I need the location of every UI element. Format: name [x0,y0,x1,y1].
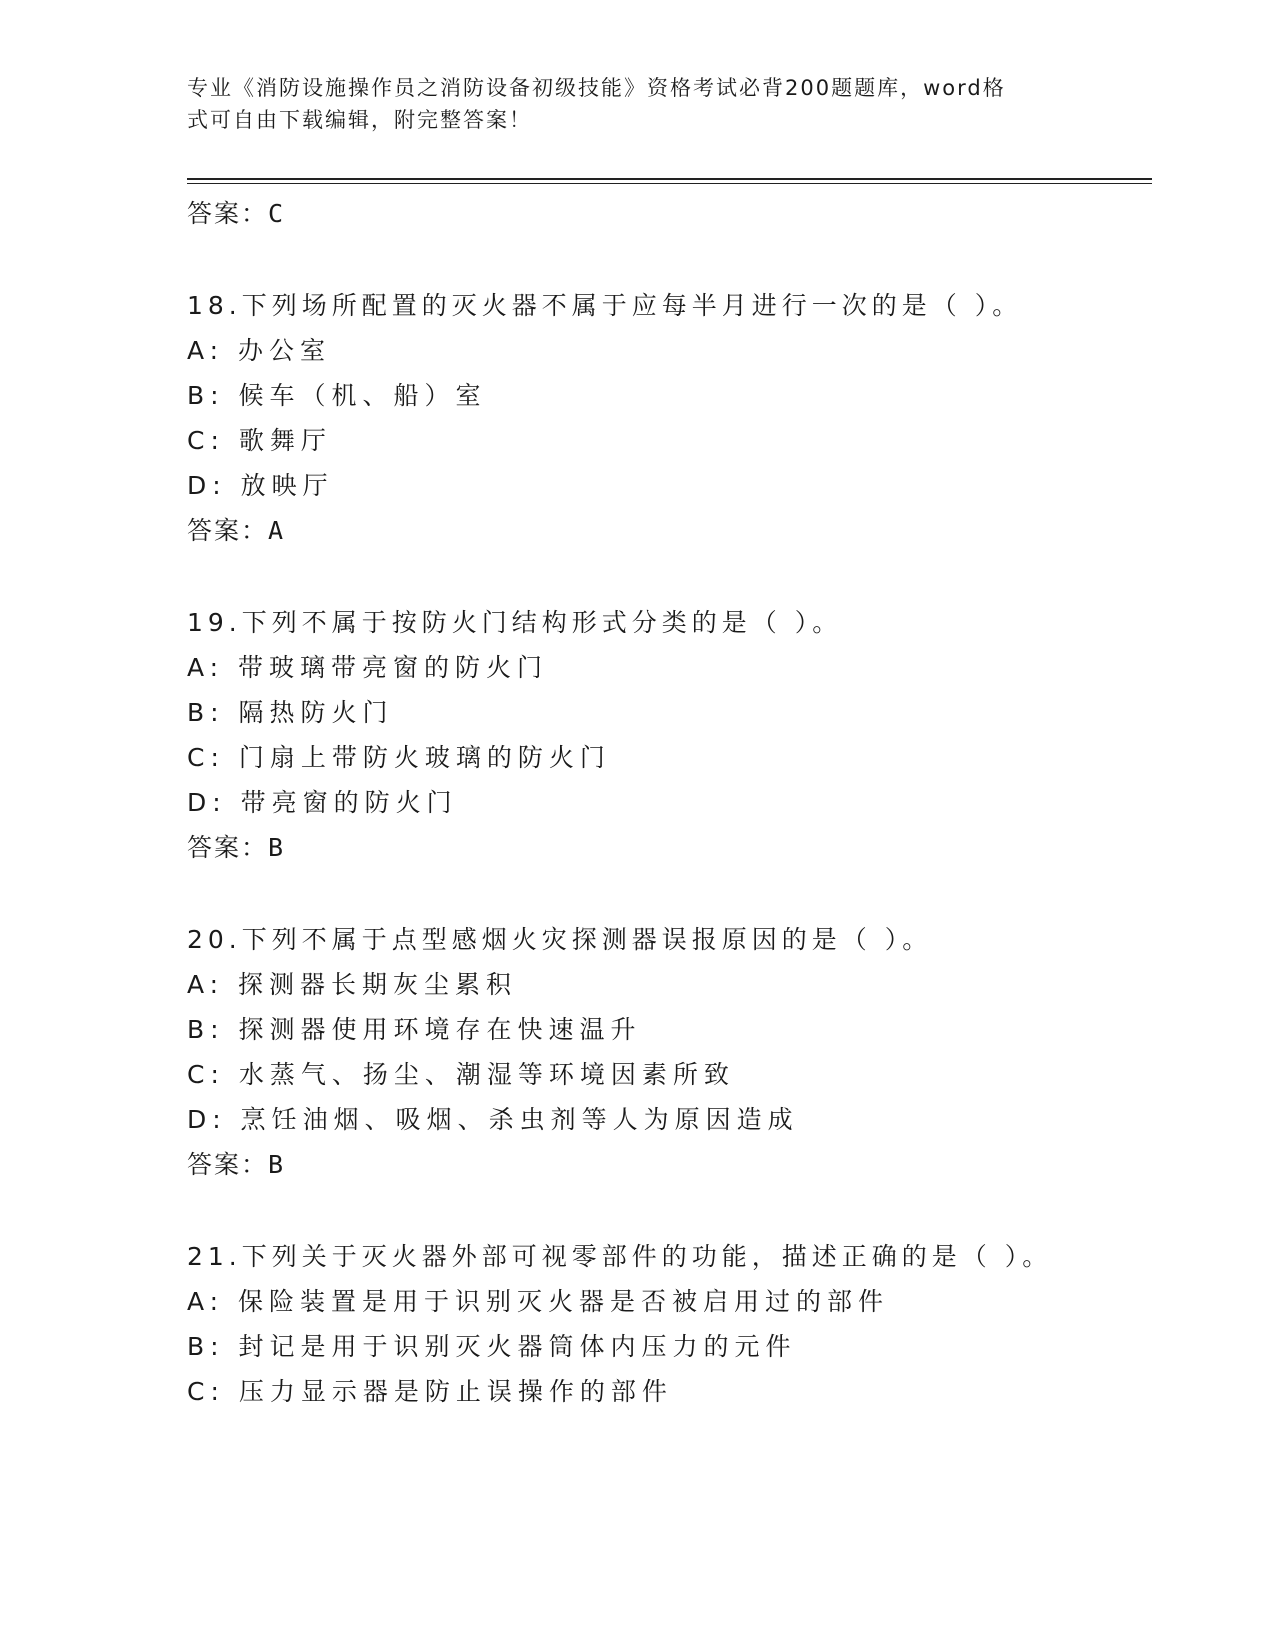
option-a: A: 办公室 [187,336,332,365]
question-18 [187,283,1152,553]
spacer [187,870,1152,917]
option-a: A: 探测器长期灰尘累积 [187,970,518,999]
header-divider-thick [187,178,1152,180]
option-c: C: 歌舞厅 [187,426,332,455]
option-d: D: 带亮窗的防火门 [187,788,458,817]
answer-line: 答案：B [187,833,286,862]
document-body [187,191,1152,1414]
option-b: B: 候车（机、船）室 [187,381,487,410]
option-b: B: 隔热防火门 [187,698,394,727]
answer-line: 答案：C [187,199,286,228]
question-21 [187,1234,1152,1414]
question-stem: 18.下列场所配置的灭火器不属于应每半月进行一次的是（ ）。 [187,291,1023,320]
header-line-1: 专业《消防设施操作员之消防设备初级技能》资格考试必背200题题库，word格 [187,76,1006,100]
option-c: C: 压力显示器是防止误操作的部件 [187,1377,673,1406]
option-a: A: 带玻璃带亮窗的防火门 [187,653,549,682]
question-20 [187,917,1152,1187]
option-d: D: 烹饪油烟、吸烟、杀虫剂等人为原因造成 [187,1105,799,1134]
question-stem: 21.下列关于灭火器外部可视零部件的功能，描述正确的是（ ）。 [187,1242,1053,1271]
question-stem: 20.下列不属于点型感烟火灾探测器误报原因的是（ ）。 [187,925,933,954]
document-header [187,72,1067,136]
answer-line: 答案：B [187,1150,286,1179]
option-d: D: 放映厅 [187,471,334,500]
header-divider-thin [187,183,1152,184]
option-b: B: 封记是用于识别灭火器筒体内压力的元件 [187,1332,797,1361]
question-19 [187,600,1152,870]
header-line-2: 式可自由下载编辑，附完整答案！ [187,108,532,132]
spacer [187,1187,1152,1234]
question-stem: 19.下列不属于按防火门结构形式分类的是（ ）。 [187,608,843,637]
option-c: C: 门扇上带防火玻璃的防火门 [187,743,611,772]
option-a: A: 保险装置是用于识别灭火器是否被启用过的部件 [187,1287,890,1316]
spacer [187,553,1152,600]
spacer [187,236,1152,283]
answer-line: 答案：A [187,516,286,545]
option-b: B: 探测器使用环境存在快速温升 [187,1015,642,1044]
option-c: C: 水蒸气、扬尘、潮湿等环境因素所致 [187,1060,735,1089]
